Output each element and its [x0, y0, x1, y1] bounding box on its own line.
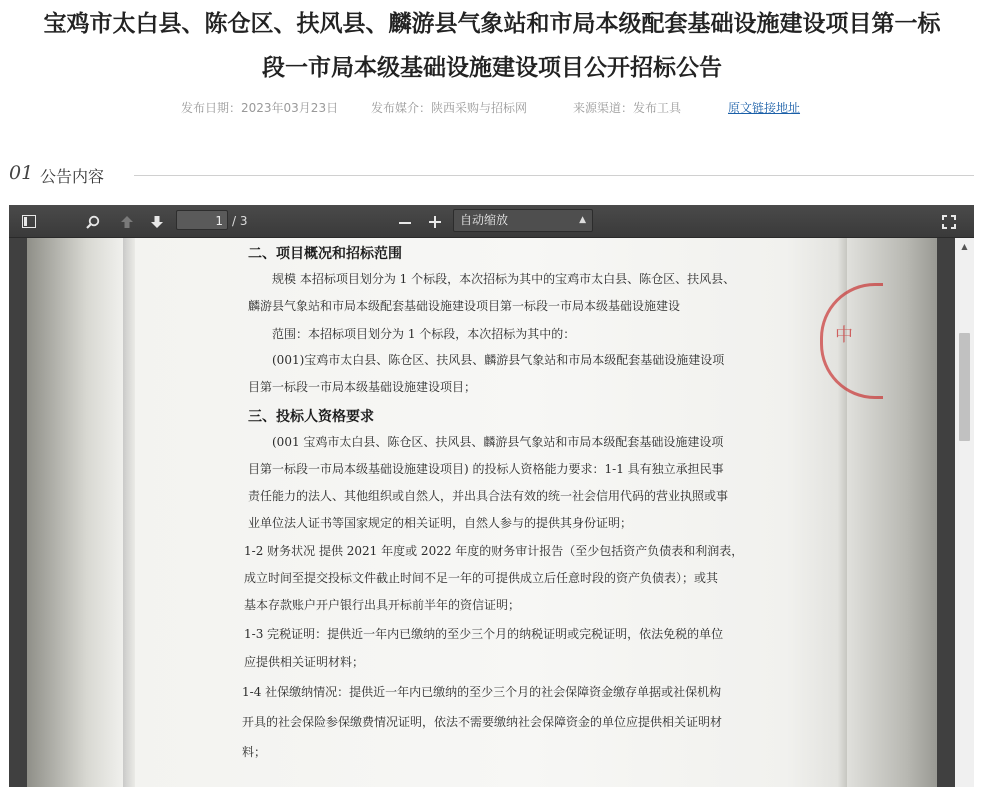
section-divider [134, 175, 974, 176]
doc-line: 1-3 完税证明：提供近一年内已缴纳的至少三个月的纳税证明或完税证明，依法免税的单位 [244, 627, 724, 641]
minus-icon[interactable] [395, 205, 415, 237]
page-count: / 3 [232, 214, 248, 228]
fullscreen-icon[interactable] [939, 205, 959, 237]
doc-line: 责任能力的法人、其他组织或自然人，并出具合法有效的统一社会信用代码的营业执照或事 [248, 489, 729, 503]
doc-line: 规模 本招标项目划分为 1 个标段，本次招标为其中的宝鸡市太白县、陈仓区、扶风县、 [272, 272, 736, 286]
chevron-updown-icon: ▲ [579, 215, 586, 225]
doc-line: 成立时间至提交投标文件截止时间不足一年的可提供成立后任意时段的资产负债表）；或其 [244, 571, 719, 585]
zoom-select[interactable] [453, 209, 593, 232]
pdf-page [27, 238, 937, 787]
doc-line: 料； [242, 745, 267, 759]
doc-line: 业单位法人证书等国家规定的相关证明，自然人参与的提供其身份证明； [248, 516, 633, 530]
page-number-input[interactable]: 1 [176, 210, 228, 230]
doc-line: (001 宝鸡市太白县、陈仓区、扶风县、麟游县气象站和市局本级配套基础设施建设项 [272, 435, 724, 449]
pdf-toolbar [9, 205, 974, 238]
doc-line: 目第一标段一市局本级基础设施建设项目； [248, 380, 477, 394]
publish-media: 发布媒介：陕西采购与招标网 [371, 101, 528, 115]
doc-line: 基本存款账户开户银行出具开标前半年的资信证明； [244, 598, 521, 612]
article-title-line2: 段一市局本级基础设施建设项目公开招标公告 [262, 55, 722, 81]
sidebar-toggle-icon[interactable] [19, 205, 39, 237]
zoom-select-value: 自动缩放 [460, 213, 509, 227]
source-channel: 来源渠道：发布工具 [573, 101, 682, 115]
doc-line: 1-4 社保缴纳情况：提供近一年内已缴纳的至少三个月的社会保障资金缴存单据或社保机构 [242, 685, 722, 699]
red-seal-stamp [820, 283, 883, 399]
publish-date: 发布日期：2023年03月23日 [181, 101, 339, 115]
scroll-up-arrow-icon[interactable]: ▲ [961, 242, 968, 251]
page-shadow-left [123, 238, 135, 787]
pdf-viewer [9, 205, 974, 787]
article-title [0, 2, 984, 90]
doc-line: 麟游县气象站和市局本级配套基础设施建设项目第一标段一市局本级基础设施建设 [248, 299, 681, 313]
arrow-up-icon[interactable] [117, 205, 137, 237]
vertical-scrollbar[interactable] [955, 238, 974, 787]
article-title-line1: 宝鸡市太白县、陈仓区、扶风县、麟游县气象站和市局本级配套基础设施建设项目第一标 [43, 11, 941, 37]
doc-line: 应提供相关证明材料； [244, 655, 365, 669]
doc-heading: 三、投标人资格要求 [248, 409, 374, 425]
scrollbar-thumb[interactable] [959, 333, 970, 441]
section-number: 01 [9, 162, 34, 184]
doc-line: 范围：本招标项目划分为 1 个标段，本次招标为其中的： [272, 327, 576, 341]
doc-heading: 二、项目概况和招标范围 [248, 246, 402, 262]
article-meta [0, 99, 984, 119]
original-link[interactable]: 原文链接地址 [728, 101, 801, 115]
doc-line: (001)宝鸡市太白县、陈仓区、扶风县、麟游县气象站和市局本级配套基础设施建设项 [272, 353, 725, 367]
doc-line: 开具的社会保险参保缴费情况证明，依法不需要缴纳社会保障资金的单位应提供相关证明材 [242, 715, 723, 729]
doc-line: 1-2 财务状况 提供 2021 年度或 2022 年度的财务审计报告（至少包括资产负债表和利润表， [244, 544, 744, 558]
search-icon[interactable] [83, 205, 103, 237]
arrow-down-icon[interactable] [147, 205, 167, 237]
pdf-document-area[interactable] [27, 238, 937, 787]
stamp-glyph: 中 [835, 325, 853, 346]
plus-icon[interactable] [425, 205, 445, 237]
doc-line: 目第一标段一市局本级基础设施建设项目) 的投标人资格能力要求：1-1 具有独立承担民事 [248, 462, 724, 476]
section-label: 公告内容 [40, 167, 105, 186]
section-header [9, 160, 974, 190]
